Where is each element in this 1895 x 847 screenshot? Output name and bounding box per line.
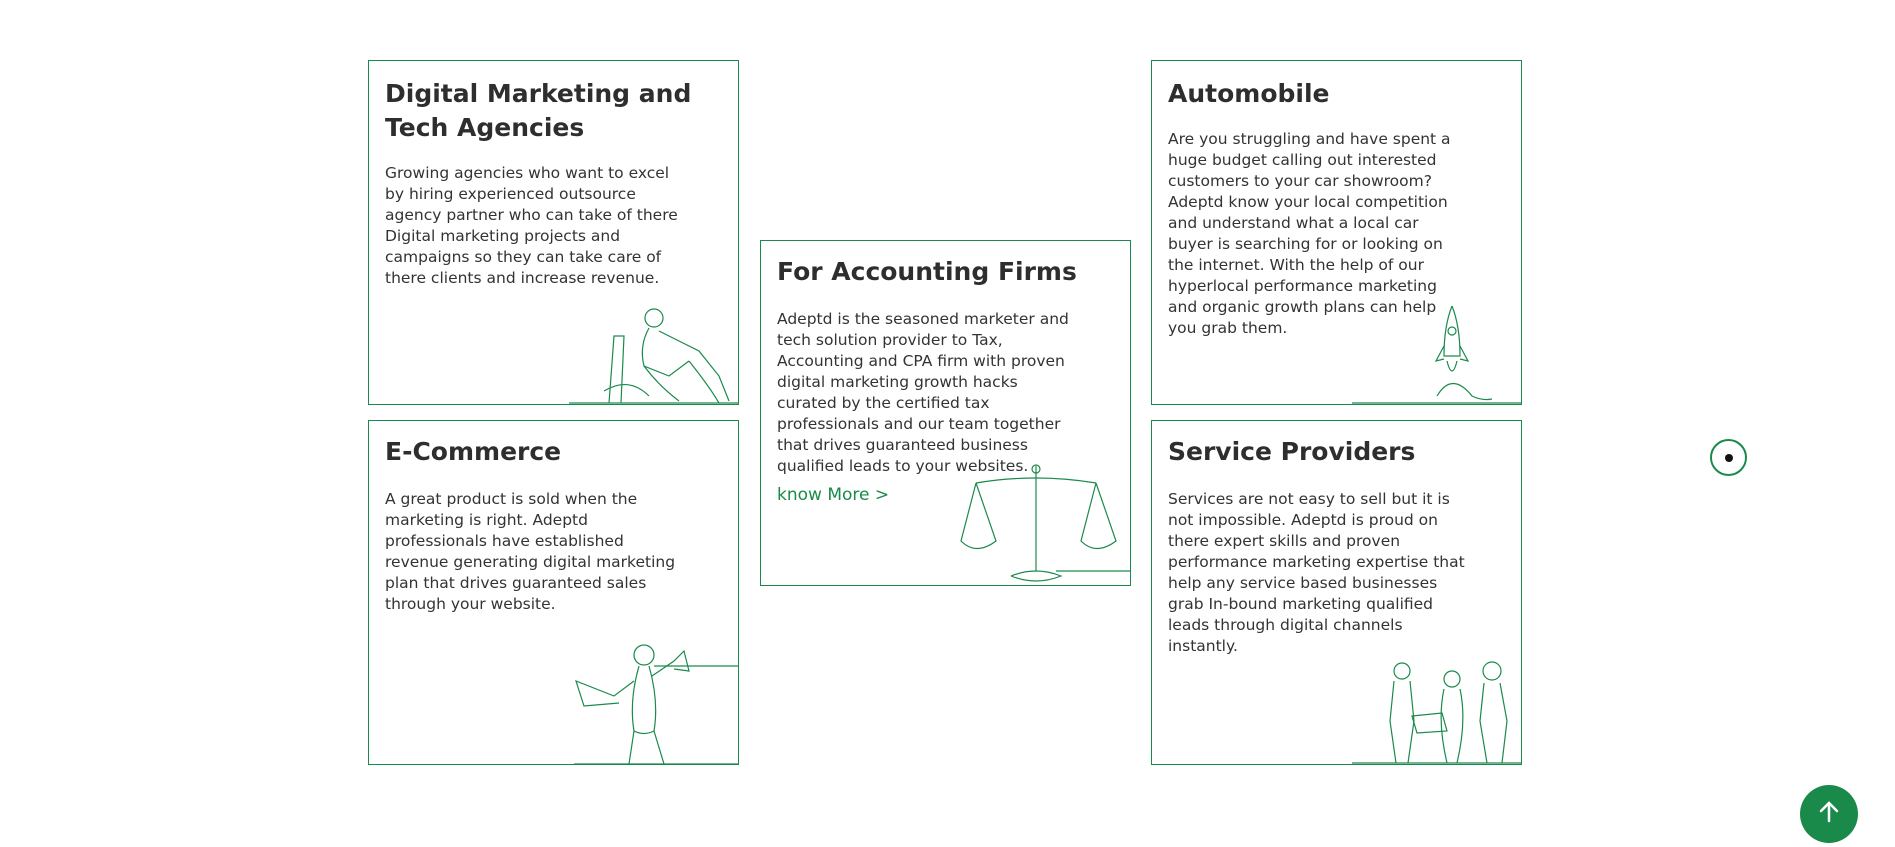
card-automobile xyxy=(1151,60,1522,405)
card-body: Services are not easy to sell but it is not impossible. Adeptd is proud on there expert skills and proven performance marketing expertise that help any service based businesses grab In-bound marketing qualified leads through digital channels instantly. xyxy=(1168,490,1465,655)
card-title: Service Providers xyxy=(1168,437,1416,466)
card-body: Adeptd is the seasoned marketer and tech solution provider to Tax, Accounting and CPA firm with proven digital marketing growth hacks curated by the certified tax professionals and our team together that drives guaranteed business qualified leads to your websites. xyxy=(777,310,1069,475)
card-body: Growing agencies who want to excel by hiring experienced outsource agency partner who can take of there Digital marketing projects and campaigns so they can take care of there clients and increase revenue. xyxy=(385,164,678,287)
card-title: Automobile xyxy=(1168,79,1330,108)
know-more-link[interactable]: know More > xyxy=(777,485,890,505)
card-digital-marketing xyxy=(368,60,739,405)
scales-of-justice-illustration xyxy=(956,461,1131,585)
card-body: Are you struggling and have spent a huge budget calling out interested customers to your car showroom? Adeptd know your local competition and understand what a local car buyer is searching for or looking on the internet. With the help of our hyperlocal performance marketing and organic growth plans can help you grab them. xyxy=(1168,130,1451,337)
rocket-launch-illustration xyxy=(1352,301,1522,405)
card-title: For Accounting Firms xyxy=(777,257,1077,286)
card-body: A great product is sold when the marketing is right. Adeptd professionals have established revenue generating digital marketing plan that drives guaranteed sales through your website. xyxy=(385,490,676,613)
card-ecommerce xyxy=(368,420,739,765)
person-with-megaphone-illustration xyxy=(574,641,739,765)
arrow-up-icon xyxy=(1800,785,1858,843)
card-service-providers xyxy=(1151,420,1522,765)
team-meeting-illustration xyxy=(1352,661,1522,765)
person-at-computer-illustration xyxy=(569,306,739,405)
card-title: E-Commerce xyxy=(385,437,562,466)
card-accounting-firms xyxy=(760,240,1131,586)
card-title: Digital Marketing and Tech Agencies xyxy=(385,79,692,142)
dot-icon xyxy=(1725,454,1733,462)
scroll-to-top-button[interactable] xyxy=(1800,785,1858,843)
nav-dot-button[interactable] xyxy=(1710,439,1747,476)
